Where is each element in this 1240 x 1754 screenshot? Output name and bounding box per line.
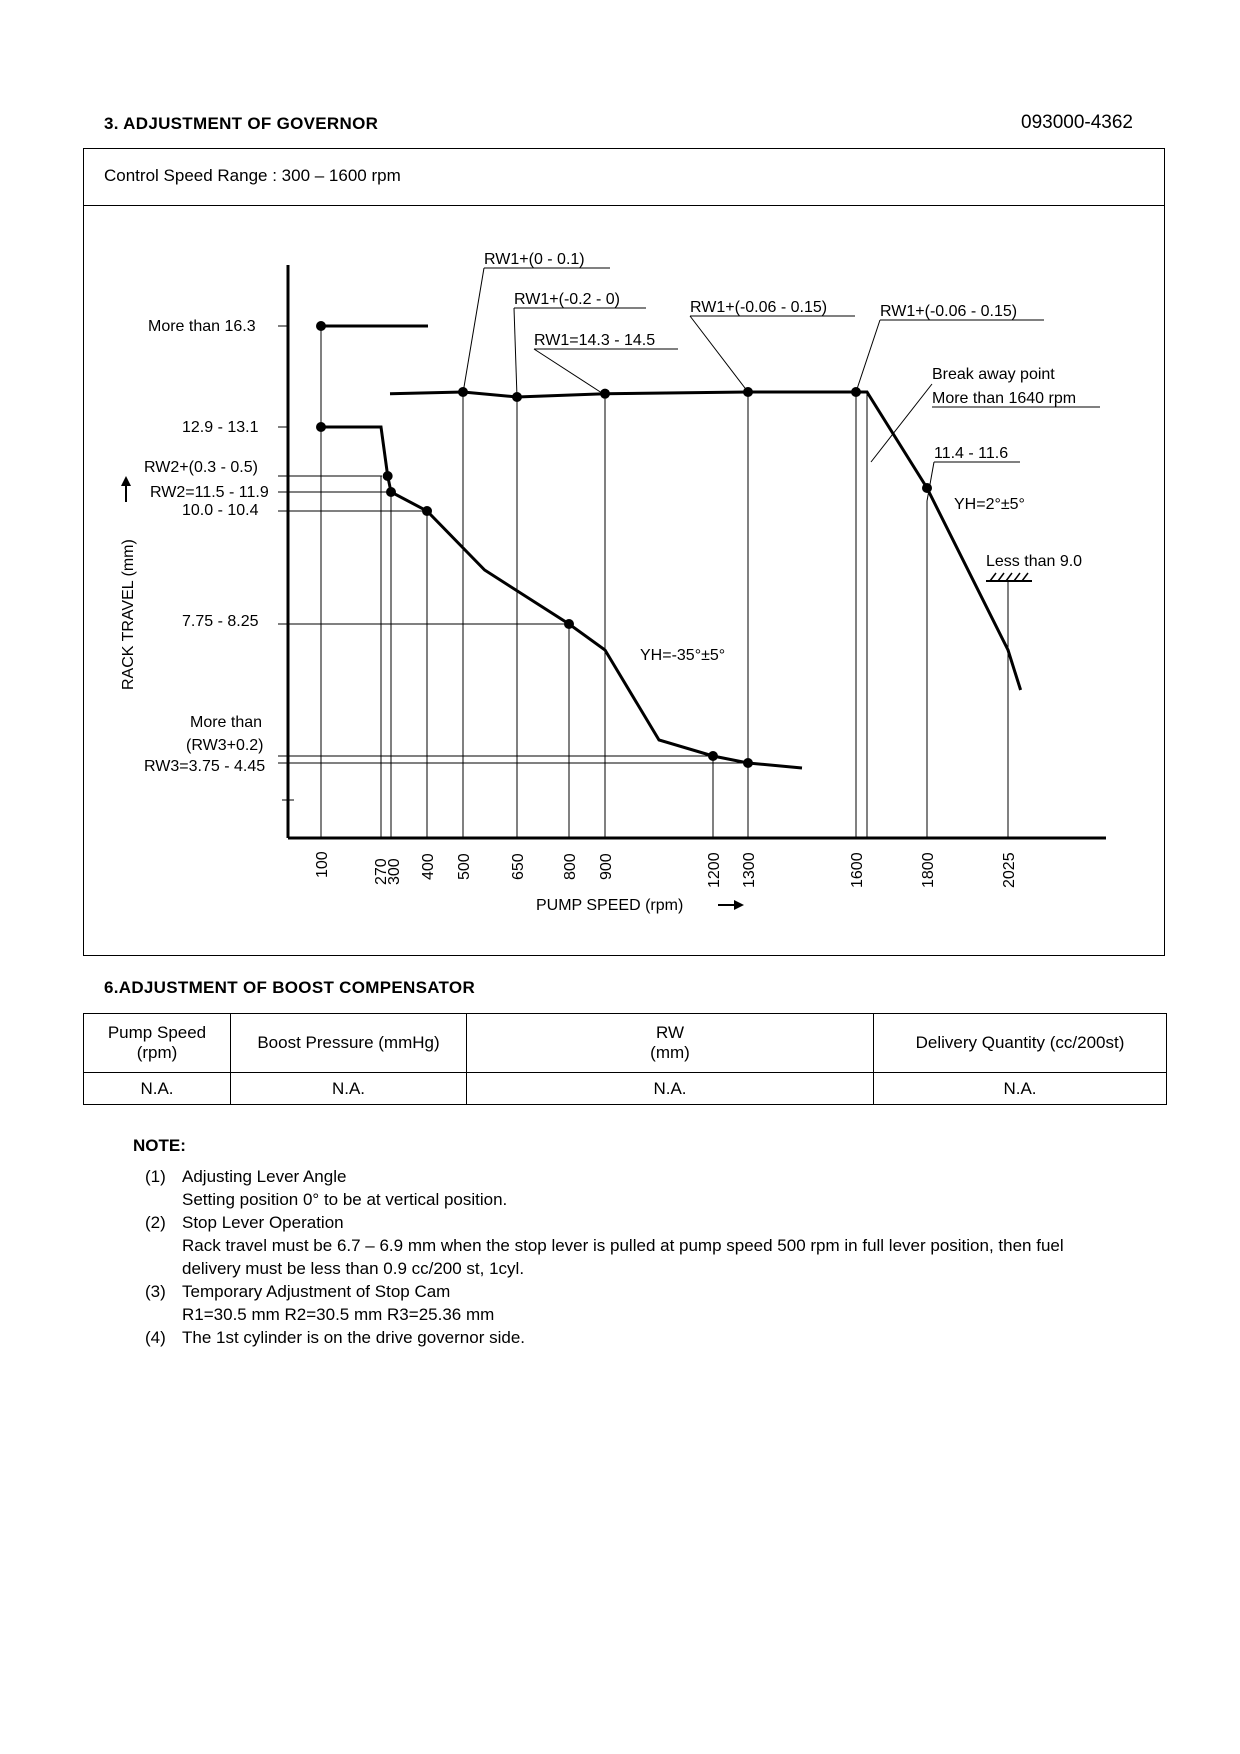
table-cell: N.A. [231,1073,467,1105]
notes-title: NOTE: [133,1136,186,1155]
svg-text:300: 300 [386,858,403,885]
svg-text:1800: 1800 [920,852,937,888]
svg-text:100: 100 [314,851,331,878]
table-header-cell: Delivery Quantity (cc/200st) [874,1014,1167,1073]
svg-text:1200: 1200 [706,852,723,888]
annotation-label: Break away point [932,366,1055,383]
y-label: 10.0 - 10.4 [182,502,259,519]
svg-text:800: 800 [562,853,579,880]
data-point [922,483,932,493]
y-axis-title [120,539,137,690]
note-text: Temporary Adjustment of Stop Cam R1=30.5 mm R2=30.5 mm R3=25.36 mm [182,1282,495,1324]
data-point [383,471,393,481]
y-axis-arrow-icon [121,476,131,502]
annotation-label: Less than 9.0 [986,553,1083,570]
annotation-label: RW1+(-0.2 - 0) [514,291,620,308]
boost-compensator-table [83,1013,1167,1105]
section-3-heading: 3. ADJUSTMENT OF GOVERNOR [104,114,379,133]
section-6-heading: 6.ADJUSTMENT OF BOOST COMPENSATOR [104,978,476,997]
note-number: (3) [145,1282,166,1301]
svg-text:650: 650 [510,853,527,880]
svg-text:500: 500 [456,853,473,880]
x-axis-arrow-icon [718,900,744,910]
x-axis-title: PUMP SPEED (rpm) [536,897,684,914]
data-point [564,619,574,629]
series-line [390,392,1021,690]
table-cell: N.A. [467,1073,874,1105]
y-label: More than [190,714,263,731]
note-number: (4) [145,1328,166,1347]
y-label: 7.75 - 8.25 [182,613,259,630]
svg-text:900: 900 [598,853,615,880]
annotation-label: RW1=14.3 - 14.5 [534,332,656,349]
note-item [133,1165,1182,1211]
data-point [708,751,718,761]
note-text: The 1st cylinder is on the drive governor side. [182,1328,526,1347]
y-label: More than 16.3 [148,318,256,335]
y-label: RW2=11.5 - 11.9 [150,484,269,501]
svg-text:1600: 1600 [849,852,866,888]
notes-section [133,1134,1182,1349]
y-label: (RW3+0.2) [186,737,264,754]
note-item [133,1326,1182,1349]
data-point [743,758,753,768]
document-number: 093000-4362 [1021,112,1133,133]
table-header-cell: Boost Pressure (mmHg) [231,1014,467,1073]
data-point [316,321,326,331]
svg-text:400: 400 [420,853,437,880]
data-point [600,389,610,399]
hatch-icon [990,573,1028,581]
annotation-label: RW1+(0 - 0.1) [484,251,585,268]
x-tick-labels [314,851,1018,888]
annotation-label: 11.4 - 11.6 [934,445,1009,462]
table-cell: N.A. [874,1073,1167,1105]
chart-curves [321,326,1021,768]
note-item [133,1280,1182,1326]
series-line [321,427,802,768]
svg-text:1300: 1300 [741,852,758,888]
data-point [316,422,326,432]
note-item [133,1211,1182,1280]
chart-points [316,321,932,768]
annotation-label: YH=-35°±5° [640,647,726,664]
annotation-label: YH=2°±5° [954,496,1025,513]
svg-text:270: 270 [373,858,390,885]
annotation-label: RW1+(-0.06 - 0.15) [690,299,828,316]
y-label: RW2+(0.3 - 0.5) [144,459,258,476]
table-header-row [84,1014,1167,1073]
table-row [84,1073,1167,1105]
drop-lines [321,326,1008,838]
y-label: RW3=3.75 - 4.45 [144,758,266,775]
annotation-label: More than 1640 rpm [932,390,1077,407]
y-label: 12.9 - 13.1 [182,419,259,436]
annotation-label: RW1+(-0.06 - 0.15) [880,303,1018,320]
table-header-cell: Pump Speed (rpm) [84,1014,231,1073]
table-header-cell: RW (mm) [467,1014,874,1073]
table-cell: N.A. [84,1073,231,1105]
svg-text:RACK TRAVEL (mm): RACK TRAVEL (mm) [120,539,137,690]
note-text: Adjusting Lever Angle Setting position 0° to be at vertical position. [182,1167,508,1209]
note-text: Stop Lever Operation Rack travel must be 6.7 – 6.9 mm when the stop lever is pulled at pump speed 500 rpm in full lever position, then fuel delivery must be less than 0.9 cc/200 st, 1cyl. [182,1213,1064,1278]
control-speed-range: Control Speed Range : 300 – 1600 rpm [84,149,1164,206]
svg-text:2025: 2025 [1001,852,1018,888]
note-number: (1) [145,1167,166,1186]
data-point [386,487,396,497]
note-number: (2) [145,1213,166,1232]
data-point [422,506,432,516]
annotations [463,251,1100,664]
